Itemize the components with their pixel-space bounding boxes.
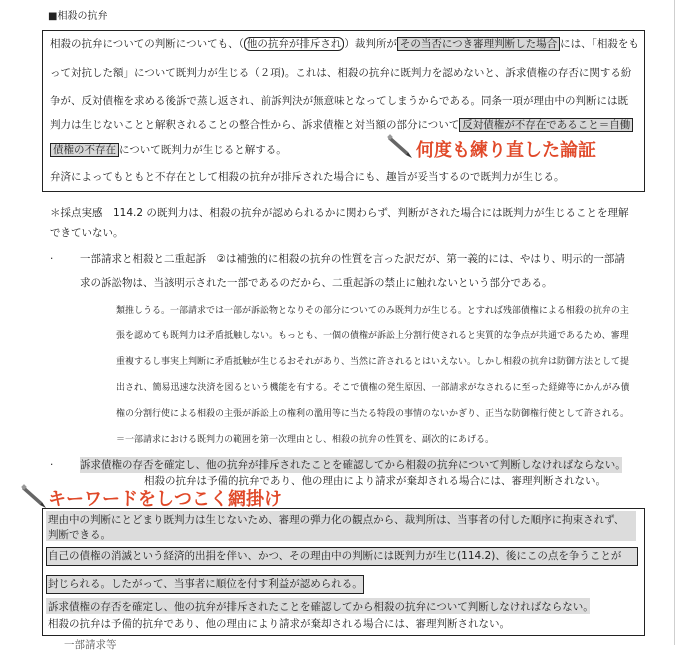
box1-line2: って対抗した額」について既判力が生じる（２項)。これは、相殺の抗弁に既判力を認めないと、訴求債権の存否に関する紛	[50, 67, 632, 79]
pencil-icon	[386, 132, 414, 160]
bullet1-line2: 求の訴訟物は、当該明示された一部であるのだから、二重起訴の禁止に触れないという部分である。	[80, 277, 553, 289]
box1-line4-pre: 判力は生じないことと解釈されることの整合性から、訴求債権と対当額の部分について	[50, 119, 460, 131]
box2-line1: 理由中の判断にとどまり既判力は生じないため、審理の弾力化の観点から、裁判所は、当事者の付した順序に拘束されず、	[48, 514, 625, 526]
keyword-box-judgment: その当否につき審理判断した場合	[397, 37, 560, 51]
bullet1-line1: 一部請求と相殺と二重起訴 ②は補強的に相殺の抗弁の性質を言った訳だが、第一義的には、やはり、明示的一部請	[80, 253, 625, 265]
box1-line6: 弁済によってもともと不存在として相殺の抗弁が排斥された場合にも、趣旨が妥当するので既判力が生じる。	[50, 171, 565, 183]
box1-line1	[50, 37, 639, 51]
box2-line6: 相殺の抗弁は予備的抗弁であり、他の理由により請求が棄却される場合には、審理判断されない。	[48, 618, 510, 630]
annotation-keyword-shading: キーワードをしつこく網掛け	[48, 489, 282, 510]
small-line-6: ＝一部請求における既判力の範囲を第一次理由とし、相殺の抗弁の性質を、副次的にあげる。	[116, 435, 495, 445]
small-line-3: 重複するし事実上判断に矛盾抵触が生じるおそれがあり、当然に許されるとはいえない。しかし相殺の抗弁は防御方法として提	[116, 357, 630, 367]
keyword-box-other-defense: 他の抗弁が排斥され	[244, 37, 345, 51]
preliminary-defense-line: 相殺の抗弁は予備的抗弁であり、他の理由により請求が棄却される場合には、審理判断されない。	[144, 475, 606, 487]
bullet-dot: ·	[50, 253, 54, 265]
keyword-box-creditor: 債権の不存在	[50, 143, 119, 157]
pencil-icon	[20, 482, 48, 510]
small-line-5: 権の分割行使による相殺の主張が訴訟上の権利の濫用等に当たる特段の事情のないかぎり、正当な防御権行使として許される。	[116, 409, 630, 419]
small-line-1: 類推しうる。一部請求では一部が訴訟物となりその部分についてのみ既判力が生じる。とすれば残部債権による相殺の抗弁の主	[116, 306, 629, 316]
bottom-partial-text: 一部請求等	[64, 639, 117, 651]
box1-line5	[50, 143, 287, 157]
box1-line5-post: について既判力が生じると解する。	[119, 144, 287, 156]
scoring-note: ＊採点実感 114.2 の既判力は、相殺の抗弁が認められるかに関わらず、判断がされた場合には既判力が生じることを理解	[50, 207, 629, 219]
annotation-rework: 何度も練り直した論証	[416, 140, 596, 161]
box2-line3: 自己の債権の消滅という経済的出捐を伴い、かつ、その理由中の判断には既判力が生じ(114.2)、後にこの点を争うことが	[48, 550, 622, 562]
box1-line4	[50, 118, 633, 132]
box2-line5: 訴求債権の存否を確定し、他の抗弁が排斥されたことを確認してから相殺の抗弁について判断しなければならない。	[48, 601, 594, 613]
keyword-box-nonexistence: 反対債権が不存在であること＝自働	[459, 118, 633, 132]
small-line-4: 出され、簡易迅速な決済を図るという機能を有する。そこで債権の発生原因、一部請求がなされるに至った経緯等にかんがみ債	[116, 383, 630, 393]
section-heading: ■相殺の抗弁	[48, 11, 108, 22]
scoring-note-cont: できていない。	[50, 227, 124, 239]
small-line-2: 張を認めても既判力は矛盾抵触しない。もっとも、一個の債権が訴訟上分割行使されると実質的な争点が共通であるため、審理	[116, 331, 629, 341]
box1-line1-post: には、「相殺をも	[560, 38, 639, 50]
bullet2-line: 訴求債権の存否を確定し、他の抗弁が排斥されたことを確認してから相殺の抗弁について判断しなければならない。	[80, 459, 626, 471]
box1-line1-mid: ）裁判所が	[344, 38, 397, 50]
box2-line4: 封じられる。したがって、当事者に順位を付す利益が認められる。	[48, 578, 363, 590]
box1-line1-pre: 相殺の抗弁についての判断についても、（	[50, 38, 244, 50]
bullet-dot: ·	[50, 459, 54, 471]
box2-line2: 判断できる。	[48, 529, 111, 541]
argument-box	[42, 30, 645, 192]
box1-line3: 争が、反対債権を求める後訴で蒸し返され、前訴判決が無意味となってしまうからである。同条一項が理由中の判断には既	[50, 95, 629, 107]
